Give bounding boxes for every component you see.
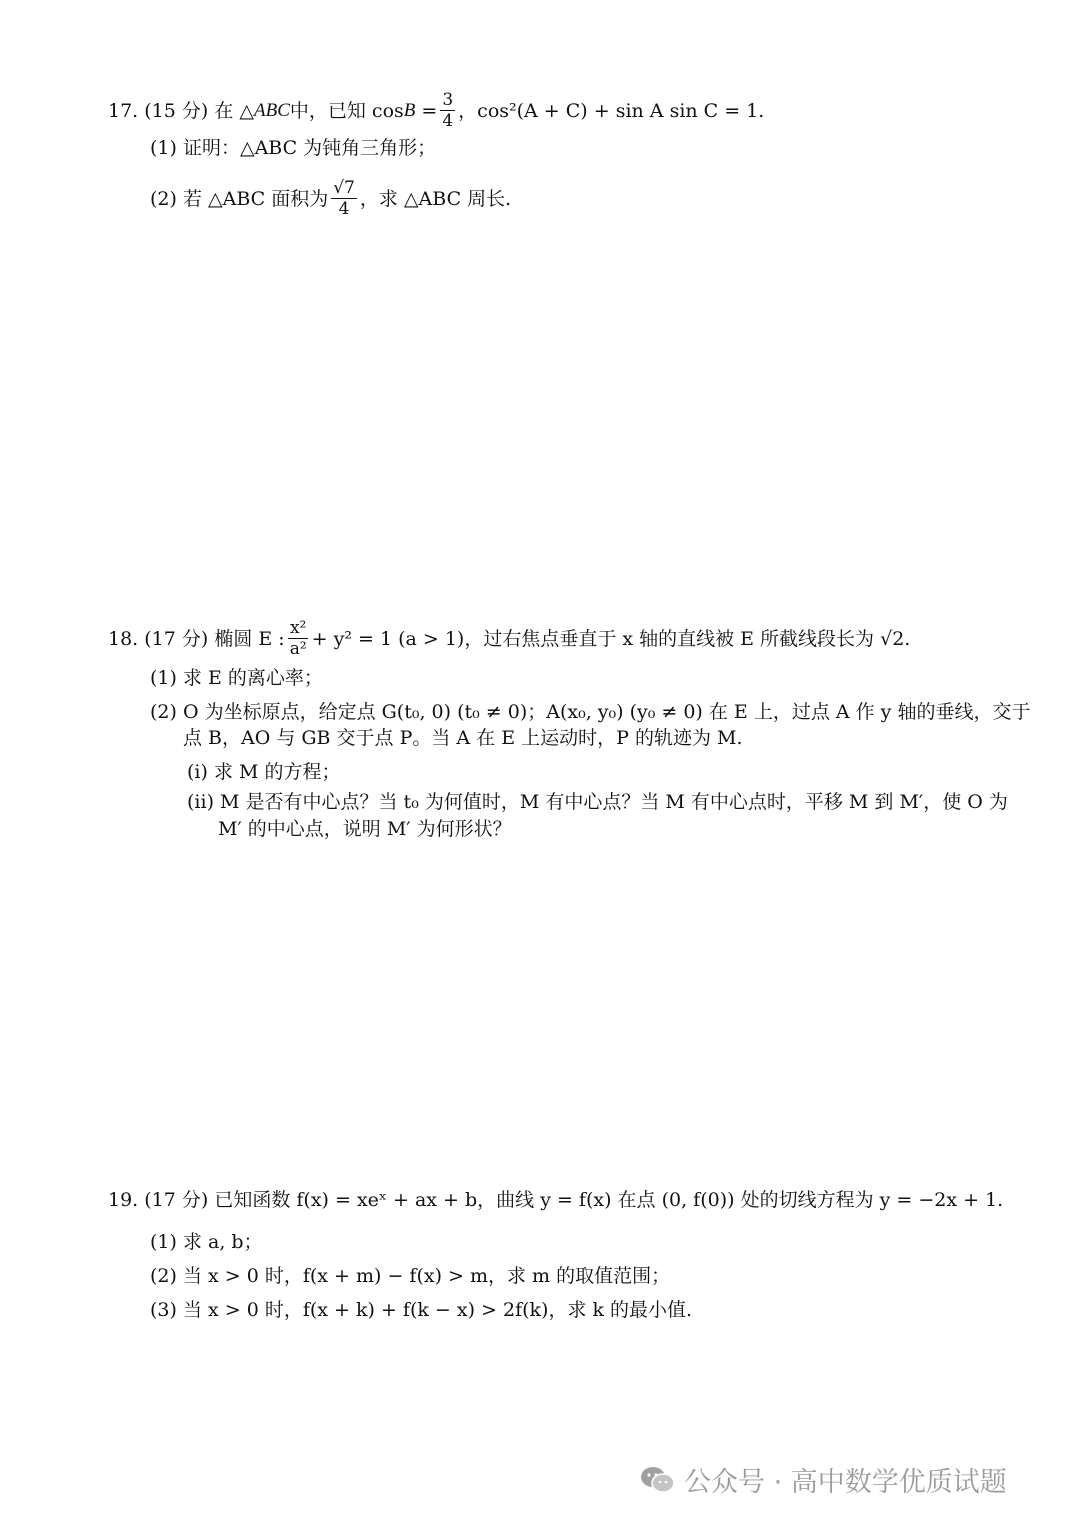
q17-part2-suffix: ，求 △ABC 周长. [359,187,512,210]
q17-stem-prefix: 17. (15 分) 在 △ [108,99,254,122]
q17-part2-frac-num: √7 [333,178,355,198]
q18-part2-ii-line2: M′ 的中心点，说明 M′ 为何形状？ [218,818,512,840]
q18-stem-rest: + y² = 1 (a > 1)，过右焦点垂直于 x 轴的直线被 E 所截线段长为 √2. [311,627,911,650]
q17-part2-frac-den: 4 [338,199,350,219]
q18-fraction [288,618,309,659]
q18-frac-den: a² [289,639,307,659]
q17-part2-prefix: (2) 若 △ABC 面积为 [150,187,329,210]
q18-part2-ii-line1: (ii) M 是否有中心点？当 t₀ 为何值时，M 有中心点？当 M 有中心点时，平移 M 到 M′，使 O 为 [187,791,1008,813]
q18-part2-line2: 点 B，AO 与 GB 交于点 P。当 A 在 E 上运动时，P 的轨迹为 M. [183,727,743,749]
q17-part1: (1) 证明：△ABC 为钝角三角形； [150,137,437,159]
wechat-icon [640,1465,676,1495]
q18-frac-num: x² [289,618,307,638]
q17-part2 [150,178,511,219]
q17-stem-mid: 中，已知 cos [289,99,404,122]
watermark [640,1460,1007,1499]
q17-fraction [440,90,455,131]
q19-part2: (2) 当 x > 0 时，f(x + m) − f(x) > m，求 m 的取值范围； [150,1265,671,1287]
q17-var-b: B [403,99,416,121]
q19-stem: 19. (17 分) 已知函数 f(x) = xeˣ + ax + b，曲线 y = f(x) 在点 (0, f(0)) 处的切线方程为 y = −2x + 1. [108,1189,1004,1211]
watermark-text: 公众号 · 高中数学优质试题 [684,1467,1007,1498]
q17-triangle-name: ABC [254,99,290,121]
q17-part2-fraction [331,178,357,219]
q18-part2-line1: (2) O 为坐标原点，给定点 G(t₀, 0) (t₀ ≠ 0)；A(x₀, y₀) (y₀ ≠ 0) 在 E 上，过点 A 作 y 轴的垂线，交于 [150,701,1031,723]
q17-frac-den: 4 [442,111,454,131]
q17-stem: 17. (15 分) 在 △ ABC 中，已知 cos B = $\frac{3}{4}$ ，cos²(A + C) + sin A sin C = 1. [108,90,765,131]
q18-stem [108,618,910,659]
q19-part1: (1) 求 a, b； [150,1231,263,1253]
q18-part2-i: (i) 求 M 的方程； [187,761,341,783]
q17-frac-num: 3 [442,90,454,110]
q18-stem-prefix: 18. (17 分) 椭圆 E : [108,627,285,650]
q18-part1: (1) 求 E 的离心率； [150,667,323,689]
q19-part3: (3) 当 x > 0 时，f(x + k) + f(k − x) > 2f(k)，求 k 的最小值. [150,1299,693,1321]
q17-stem-rest: ，cos²(A + C) + sin A sin C = 1. [458,99,765,122]
